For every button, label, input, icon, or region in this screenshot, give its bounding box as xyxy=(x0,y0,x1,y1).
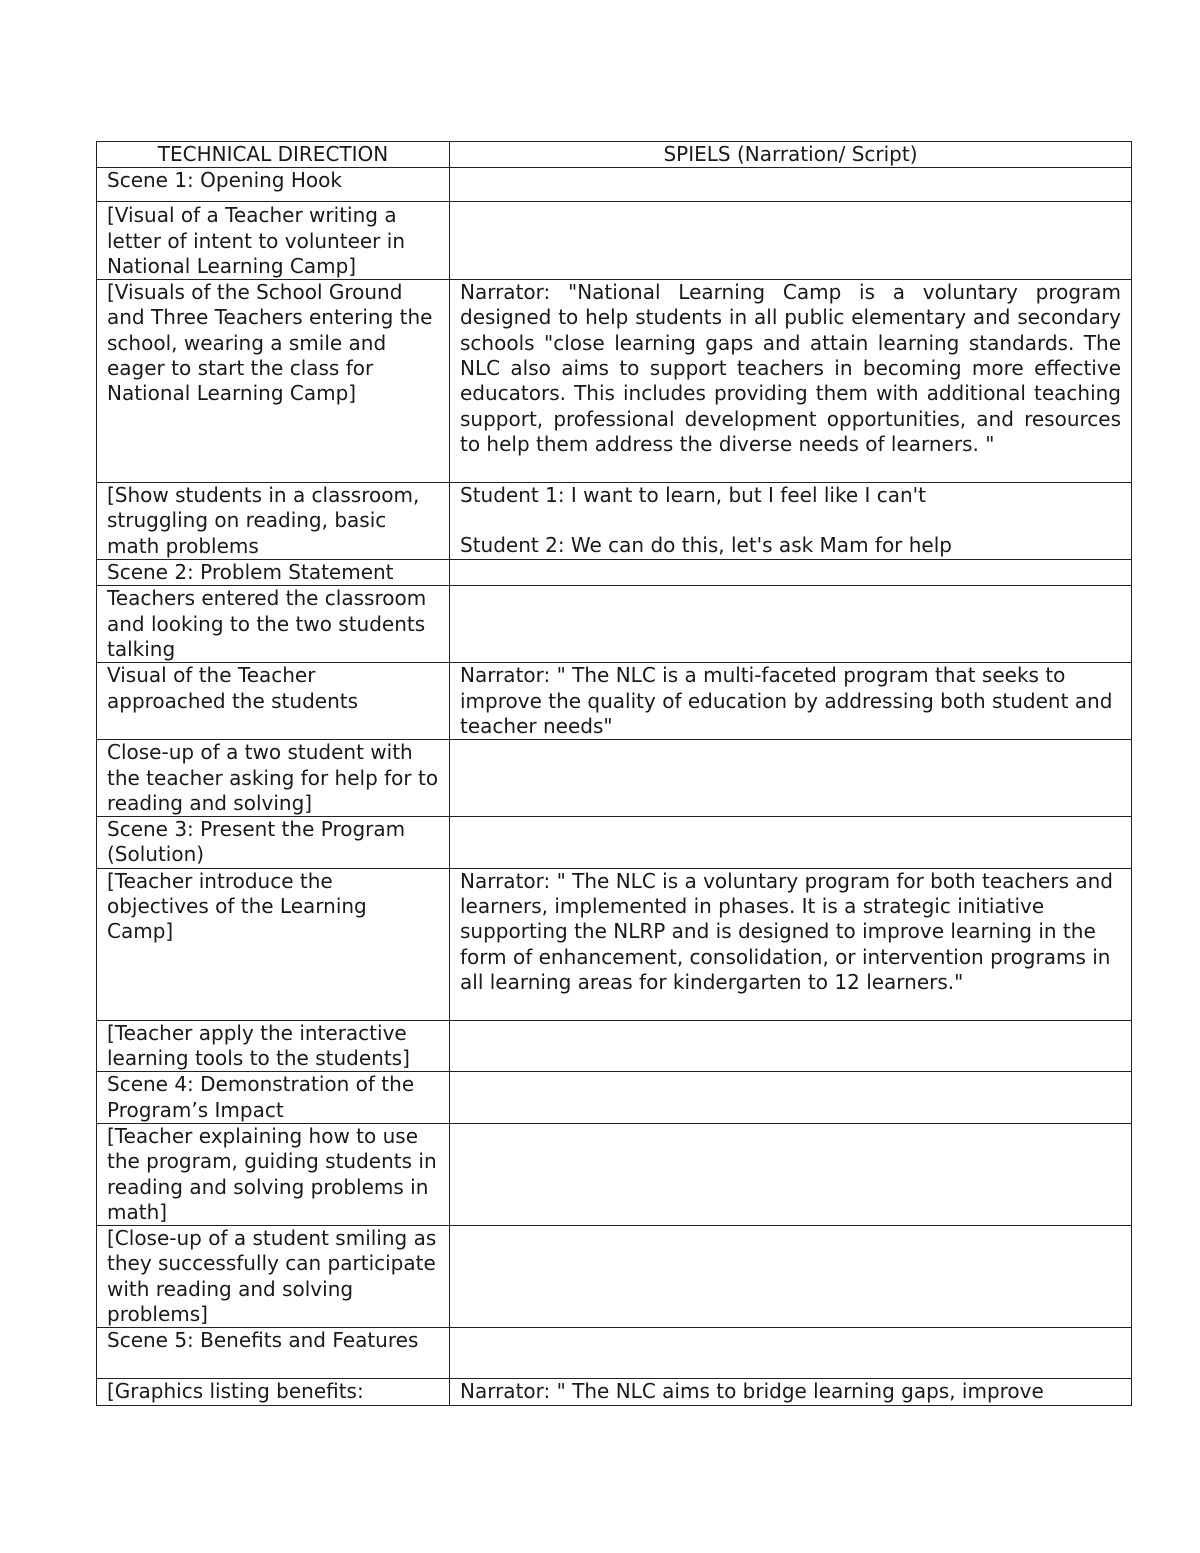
header-spiels: SPIELS (Narration/ Script) xyxy=(450,142,1132,168)
table-row xyxy=(97,1072,1132,1124)
direction-cell: [Teacher introduce the objectives of the Learning Camp] xyxy=(97,868,450,1020)
line-gap xyxy=(460,508,1121,533)
direction-cell: [Visuals of the School Ground and Three Teachers entering the school, wearing a smile and eager to start the class for National Learning Camp] xyxy=(97,280,450,483)
table-row xyxy=(97,560,1132,586)
table-row xyxy=(97,663,1132,740)
student-1-line: Student 1: I want to learn, but I feel like I can't xyxy=(460,483,927,508)
spiel-cell xyxy=(450,168,1132,202)
direction-cell: Close-up of a two student with the teacher asking for help for to reading and solving] xyxy=(97,740,450,817)
spiel-cell: Narrator: " The NLC is a voluntary program for both teachers and learners, implemented in phases. It is a strategic initiative supporting the NLRP and is designed to improve learning in the form of enhancement, consolidation, or intervention programs in all learning areas for kindergarten to 12 learners." xyxy=(450,868,1132,1020)
script-table xyxy=(96,141,1132,1406)
table-row xyxy=(97,1020,1132,1072)
table-row xyxy=(97,483,1132,560)
table-row xyxy=(97,1226,1132,1328)
direction-cell: Visual of the Teacher approached the students xyxy=(97,663,450,740)
table-row xyxy=(97,202,1132,280)
spiel-cell xyxy=(450,817,1132,869)
direction-cell: [Show students in a classroom, struggling on reading, basic math problems xyxy=(97,483,450,560)
table-row xyxy=(97,1379,1132,1405)
spiel-cell xyxy=(450,1123,1132,1225)
direction-cell: [Close-up of a student smiling as they successfully can participate with reading and solving problems] xyxy=(97,1226,450,1328)
direction-cell: Scene 1: Opening Hook xyxy=(97,168,450,202)
direction-cell: Scene 2: Problem Statement xyxy=(97,560,450,586)
table-row xyxy=(97,817,1132,869)
spiel-cell xyxy=(450,1328,1132,1379)
direction-cell: [Graphics listing benefits: xyxy=(97,1379,450,1405)
direction-cell: Teachers entered the classroom and looking to the two students talking xyxy=(97,586,450,663)
spiel-cell: Narrator: "National Learning Camp is a voluntary program designed to help students in all public elementary and secondary schools "close learning gaps and attain learning standards. The NLC also aims to support teachers in becoming more effective educators. This includes providing them with additional teaching support, professional development opportunities, and resources to help them address the diverse needs of learners. " xyxy=(450,280,1132,483)
direction-cell: [Visual of a Teacher writing a letter of intent to volunteer in National Learning Camp] xyxy=(97,202,450,280)
spiel-cell xyxy=(450,202,1132,280)
spiel-cell: Narrator: " The NLC aims to bridge learning gaps, improve xyxy=(450,1379,1132,1405)
spiel-cell xyxy=(450,483,1132,560)
direction-cell: Scene 5: Benefits and Features xyxy=(97,1328,450,1379)
table-row xyxy=(97,868,1132,1020)
table-row xyxy=(97,168,1132,202)
direction-cell: Scene 3: Present the Program (Solution) xyxy=(97,817,450,869)
spiel-cell xyxy=(450,586,1132,663)
table-row xyxy=(97,1328,1132,1379)
student-2-line: Student 2: We can do this, let's ask Mam for help xyxy=(460,533,952,558)
table-header-row xyxy=(97,142,1132,168)
spiel-cell xyxy=(450,1072,1132,1124)
direction-cell: Scene 4: Demonstration of the Program’s Impact xyxy=(97,1072,450,1124)
spiel-cell xyxy=(450,1226,1132,1328)
table-row xyxy=(97,586,1132,663)
spiel-cell xyxy=(450,1020,1132,1072)
spiel-cell xyxy=(450,740,1132,817)
spiel-cell: Narrator: " The NLC is a multi-faceted program that seeks to improve the quality of education by addressing both student and teacher needs" xyxy=(450,663,1132,740)
spiel-cell xyxy=(450,560,1132,586)
header-technical-direction: TECHNICAL DIRECTION xyxy=(97,142,450,168)
direction-cell: [Teacher explaining how to use the program, guiding students in reading and solving problems in math] xyxy=(97,1123,450,1225)
table-row xyxy=(97,280,1132,483)
direction-cell: [Teacher apply the interactive learning tools to the students] xyxy=(97,1020,450,1072)
table-row xyxy=(97,740,1132,817)
table-row xyxy=(97,1123,1132,1225)
